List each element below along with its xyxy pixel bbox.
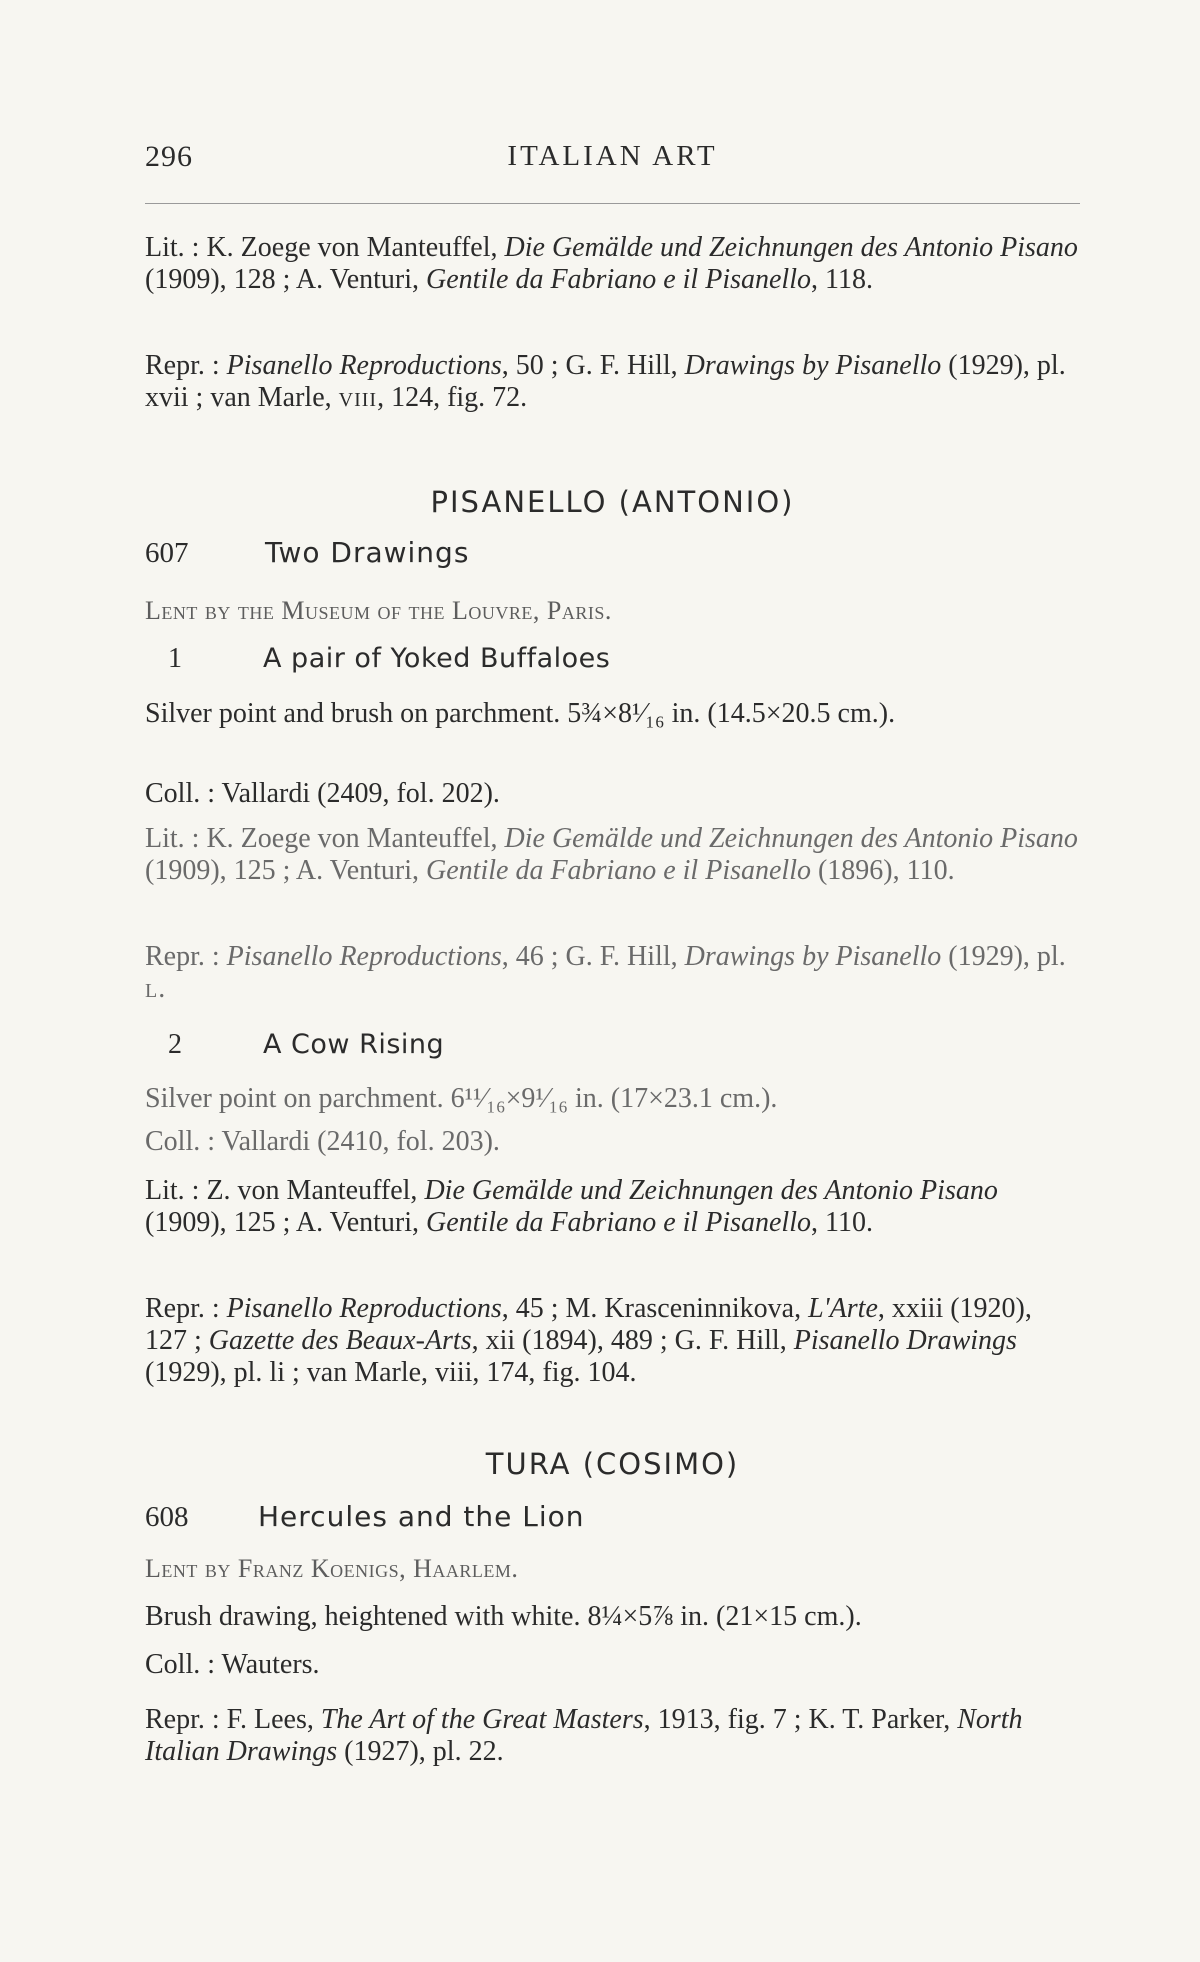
- artist-heading-pisanello: PISANELLO (ANTONIO): [430, 485, 795, 519]
- header-rule: [145, 203, 1080, 204]
- running-head: [145, 140, 1080, 180]
- lender-line: Lent by Franz Koenigs, Haarlem.: [145, 1554, 519, 1583]
- artist-heading-tura: TURA (COSIMO): [485, 1447, 740, 1481]
- top-lit-paragraph: Lit. : K. Zoege von Manteuffel, Die Gemälde und Zeichnungen des Antonio Pisano (1909), 128 ; A. Venturi, Gentile da Fabriano e il Pisanello, 118.: [145, 232, 1078, 295]
- item-number: 1: [168, 643, 182, 674]
- item-number: 2: [168, 1029, 182, 1060]
- item-2-medium: Silver point on parchment. 6¹¹⁄₁₆×9¹⁄₁₆ in. (17×23.1 cm.).: [145, 1083, 778, 1114]
- item-2-literature: Lit. : Z. von Manteuffel, Die Gemälde und Zeichnungen des Antonio Pisano (1909), 125 ; A. Venturi, Gentile da Fabriano e il Pisanello, 110.: [145, 1175, 998, 1238]
- top-literature: [145, 232, 1080, 296]
- item-1-medium: Silver point and brush on parchment. 5¾×8¹⁄₁₆ in. (14.5×20.5 cm.).: [145, 698, 896, 729]
- item-1-title: [168, 643, 1068, 675]
- entry-608-medium: Brush drawing, heightened with white. 8¼×5⅞ in. (21×15 cm.).: [145, 1601, 862, 1632]
- entry-title: Hercules and the Lion: [258, 1500, 585, 1533]
- item-1-literature: Lit. : K. Zoege von Manteuffel, Die Gemälde und Zeichnungen des Antonio Pisano (1909), 125 ; A. Venturi, Gentile da Fabriano e il Pisanello (1896), 110.: [145, 823, 1078, 886]
- item-1-collection: Coll. : Vallardi (2409, fol. 202).: [145, 778, 500, 809]
- entry-608-collection: Coll. : Wauters.: [145, 1649, 320, 1680]
- entry-607-title: [145, 536, 1080, 570]
- running-title: ITALIAN ART: [507, 140, 718, 172]
- lender-line: Lent by the Museum of the Louvre, Paris.: [145, 596, 612, 625]
- entry-608-reproductions: Repr. : F. Lees, The Art of the Great Masters, 1913, fig. 7 ; K. T. Parker, North Italian Drawings (1927), pl. 22.: [145, 1704, 1023, 1767]
- entry-608-title: [145, 1500, 1080, 1534]
- item-title: A Cow Rising: [263, 1029, 445, 1060]
- top-reproductions: [145, 350, 1080, 414]
- entry-title: Two Drawings: [265, 536, 470, 569]
- entry-number: 608: [145, 1501, 189, 1533]
- top-repr-paragraph: Repr. : Pisanello Reproductions, 50 ; G. F. Hill, Drawings by Pisanello (1929), pl. xvii ; van Marle, viii, 124, fig. 72.: [145, 350, 1066, 413]
- item-2-reproductions: Repr. : Pisanello Reproductions, 45 ; M. Krasceninnikova, L'Arte, xxiii (1920), 127 ; Gazette des Beaux-Arts, xii (1894), 489 ; G. F. Hill, Pisanello Drawings (1929), pl. li ; van Marle, viii, 174, fig. 104.: [145, 1293, 1032, 1388]
- item-1-reproductions: Repr. : Pisanello Reproductions, 46 ; G. F. Hill, Drawings by Pisanello (1929), pl. l.: [145, 941, 1066, 1004]
- item-2-title: [168, 1029, 1068, 1061]
- entry-number: 607: [145, 537, 189, 569]
- item-2-collection: Coll. : Vallardi (2410, fol. 203).: [145, 1126, 500, 1157]
- page-number: 296: [145, 140, 193, 173]
- item-title: A pair of Yoked Buffaloes: [263, 643, 611, 674]
